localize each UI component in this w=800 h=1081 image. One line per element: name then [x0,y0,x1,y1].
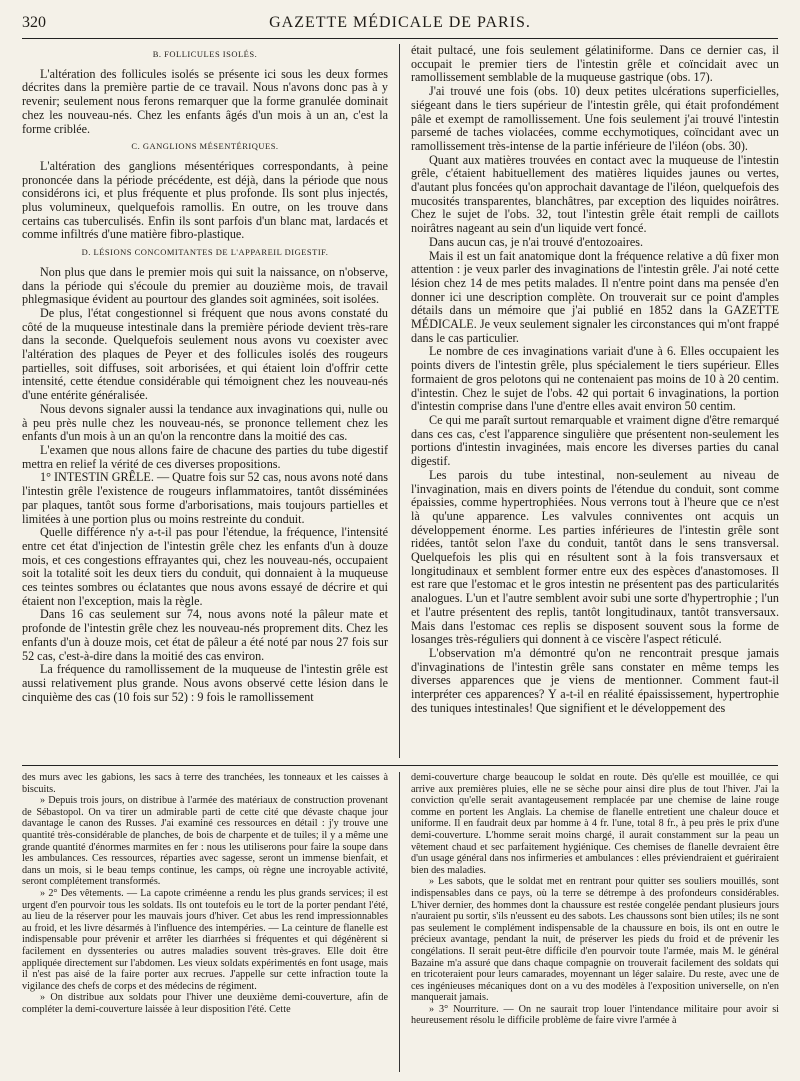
paragraph: était pultacé, une fois seulement gélatiniforme. Dans ce dernier cas, il occupait le premier tiers de l'intestin grêle et coïncidait avec un ramollissement semblable de la muqueuse gastrique (obs. 17). [411,44,779,85]
paragraph: L'altération des ganglions mésentériques correspondants, à peine prononcée dans la période précédente, est déjà, dans la période que nous considérons ici, et plus fréquente et plus profonde. Ils sont plus injectés, plus volumineux, quelquefois ramollis. En outre, on les trouve dans certains cas tuberculisés. Enfin ils sont parfois d'un blanc mat, lardacés et comme infiltrés d'une matière fibro-plastique. [22,158,388,242]
feuilleton-divider [399,772,400,1072]
paragraph: Les parois du tube intestinal, non-seulement au niveau de l'invagination, mais en divers points de l'étendue du conduit, sont comme épaissies, comme hypertrophiées. Nous verrons tout à l'heure que ce n'est là qu'une apparence. Les valvules conniventes ont acquis un développement énorme. Les parties inférieures de l'intestin grêle sont ridées, tantôt selon l'axe du conduit, tantôt dans le sens transversal. Quelquefois les plis qui en résultent sont à la fois transversaux et longitudinaux et semblent former entre eux des espèces d'anastomoses. Il est rare que l'estomac et le gros intestin ne présentent pas des particularités analogues. L'un et l'autre semblent avoir subi une sorte d'hypertrophie ; l'un et l'autre présentent des replis, tantôt longitudinaux, tantôt transversaux. Mais dans l'estomac ces replis se disposent souvent sous la forme de losanges très-réguliers qui donnent à ce viscère l'aspect réticulé. [411,467,779,647]
feuilleton-column-left [22,772,388,1072]
paragraph: Mais il est un fait anatomique dont la fréquence relative a dû fixer mon attention : je veux parler des invaginations de l'intestin grêle. J'ai noté cette lésion chez 14 de mes petits malades. Il n'entre point dans ma pensée d'en donner ici une description complète. On trouverait sur ce point d'amples détails dans un mémoire que j'ai publié en 1852 dans la GAZETTE MÉDICALE. Je veux seulement signaler les circonstances qui m'ont frappé dans le cas particulier. [411,248,779,345]
section-heading: D. LÉSIONS CONCOMITANTES DE L'APPAREIL DIGESTIF. [81,247,329,258]
paragraph: Ce qui me paraît surtout remarquable et vraiment digne d'être remarqué dans ces cas, c'est l'apparence singulière que présentent non-seulement les portions d'intestin invaginées, mais encore les diverses parties du canal digestif. [411,412,779,469]
page-number: 320 [22,14,46,31]
paragraph: demi-couverture charge beaucoup le soldat en route. Dès qu'elle est mouillée, ce qui arrive aux premières pluies, elle ne se sèche pour ainsi dire plus de tout l'hiver. J'ai la conviction qu'elle serait avantageusement remplacée par une chemise de laine rouge comme en portent les Anglais. La chemise de flanelle entretient une chaleur douce et uniforme. Il en faudrait deux par homme à 4 fr. l'une, total 8 fr., à peu près le prix d'une demi-couverture. L'homme serait moins chargé, il aurait constamment sur la peau un vêtement chaud et sec parfaitement hygiénique. Ces chemises de flanelle devraient être d'un usage général dans nos infirmeries et ambulances : elles préviendraient et guériraient bien des maladies. [411,772,779,876]
feuilleton-column-right [411,772,779,1072]
section-heading: B. FOLLICULES ISOLÉS. [152,49,258,59]
paragraph: » 2° Des vêtements. — La capote criméenne a rendu les plus grands services; il est urgent d'en pourvoir tous les soldats. Ils ont toutefois eu le tort de la porter pendant l'été, au lieu de la réserver pour les mauvais jours d'hiver. Cet abus les rend impressionnables au froid, et les livre désarmés à l'influence des intempéries. — La ceinture de flanelle est indispensable pour prévenir et arrêter les diarrhées si fréquentes et qui dégénèrent si facilement en dyssenteries ou autres maladies souvent très-graves. Elle doit être appliquée directement sur l'abdomen. Les vieux soldats expérimentés en font usage, mais il n'est pas aisé de la faire porter aux recrues. J'appelle sur cette infraction toute la vigilance des chefs de corps et des médecins de régiment. [22,887,388,992]
paragraph: Dans 16 cas seulement sur 74, nous avons noté la pâleur mate et profonde de l'intestin grêle chez les nouveau-nés proprement dits. Chez les enfants d'un à douze mois, cet état de pâleur a été noté par nous 27 fois sur 52 cas, c'est-à-dire dans la moitié des cas environ. [22,607,388,663]
page-header [22,14,778,36]
paragraph: La fréquence du ramollissement de la muqueuse de l'intestin grêle est aussi relativement plus grande. Nous avons observé cette lésion dans le cinquième des cas (10 fois sur 52) : 9 fois le ramollissement [22,662,388,704]
paragraph: 1° INTESTIN GRÊLE. — Quatre fois sur 52 cas, nous avons noté dans l'intestin grêle l'existence de rougeurs inflammatoires, tantôt disséminées par plaques, tantôt sous forme d'arborisations, mais toujours partielles et limitées à une portion plus ou moins restreinte du conduit. [22,470,388,526]
feuilleton-rule [22,765,778,766]
section-heading: C. GANGLIONS MÉSENTÉRIQUES. [131,141,279,152]
article-column-right [411,44,779,758]
paragraph: L'altération des follicules isolés se présente ici sous les deux formes décrites dans la première partie de ce travail. Nous n'avons donc pas à y revenir; seulement nous ferons remarquer que la forme granulée dominait chez les nouveau-nés. Chez les enfants âgés d'un mois à un an, c'est la forme criblée. [22,66,388,136]
paragraph: De plus, l'état congestionnel si fréquent que nous avons constaté du côté de la muqueuse intestinale dans la première période devient très-rare dans la seconde. Quelquefois seulement nous avons vu coexister avec l'altération des plaques de Peyer et des follicules isolés des rougeurs partielles, soit diffuses, soit arborisées, et qui étaient loin d'offrir cette intensité, cette étendue considérable qui témoignent chez les nouveau-nés d'une entérite généralisée. [22,305,388,403]
paragraph: Quelle différence n'y a-t-il pas pour l'étendue, la fréquence, l'intensité entre cet état d'injection de l'intestin grêle chez les enfants d'un à douze mois, et ces congestions effrayantes qui, chez les nouveau-nés, occupaient soit la totalité soit les deux tiers du conduit, qui donnaient à la muqueuse ces teintes sombres ou éclatantes que nous avons essayé de décrire et qui étaient non l'exception, mais la règle. [22,525,388,608]
column-divider [399,44,400,758]
paragraph: Dans aucun cas, je n'ai trouvé d'entozoaires. [429,234,644,249]
paragraph: J'ai trouvé une fois (obs. 10) deux petites ulcérations superficielles, siégeant dans le tiers supérieur de l'intestin grêle, qui était profondément pâle et exempt de ramollissement. Une fois seulement j'ai trouvé l'intestin parsemé de taches violacées, comme ecchymotiques, coïncidant avec un ramollissement très-intense de la partie inférieure de l'iléon (obs. 30). [411,84,779,153]
paragraph: » 3° Nourriture. — On ne saurait trop louer l'intendance militaire pour avoir si heureusement résolu le difficile problème de faire vivre l'armée à [411,1003,779,1027]
header-rule [22,38,778,39]
paragraph: » Depuis trois jours, on distribue à l'armée des matériaux de construction provenant de Sébastopol. On va tirer un admirable parti de cette cité que dévaste chaque jour davantage le canon des Russes. J'ai examiné ces ressources en détail : j'y trouve une quantité très-considérable de planches, de bois de charpente et de tuiles; il y a même une grande quantité d'énormes marmites en fer : nous les utiliserons pour faire la soupe dans les ambulances. Ces ressources, réparties avec sagesse, seront un immense bienfait, et dans un mois, si le beau temps continue, les camps, où règne une incroyable activité, seront complétement transformés. [22,795,388,888]
paragraph: Nous devons signaler aussi la tendance aux invaginations qui, nulle ou à peu près nulle chez les nouveau-nés, se prononce tellement chez les enfants d'un mois à un an qu'on la rencontre dans la moitié des cas. [22,401,388,444]
paragraph: des murs avec les gabions, les sacs à terre des tranchées, les tonneaux et les caisses à biscuits. [22,772,388,795]
paragraph: L'observation m'a démontré qu'on ne rencontrait presque jamais d'invaginations de l'intestin grêle sans constater en même temps les diverses apparences que je viens de mentionner. Comment faut-il interpréter ces apparences? Y a-t-il en réalité épaississement, hypertrophie des tuniques intestinales! Que signifient et le développement des [411,645,779,715]
article-column-left [22,44,388,758]
paragraph: Le nombre de ces invaginations variait d'une à 6. Elles occupaient les points divers de l'intestin grêle, plus spécialement le tiers supérieur. Elles formaient de gros pelotons qui ne contenaient pas moins de 10 à 20 centim. d'intestin. Chez le sujet de l'obs. 42 qui portait 6 invaginations, la portion d'intestin comprise dans l'une d'entre elles avait environ 50 centim. [411,344,779,414]
paragraph: » On distribue aux soldats pour l'hiver une deuxième demi-couverture, afin de compléter la demi-couverture laissée à leur disposition l'été. Cette [22,992,388,1015]
paragraph: L'examen que nous allons faire de chacune des parties du tube digestif mettra en relief la vérité de ces diverses propositions. [22,442,388,471]
paragraph: Quant aux matières trouvées en contact avec la muqueuse de l'intestin grêle, c'étaient habituellement des matières liquides jaunes ou vertes, d'autant plus foncées qu'on approchait davantage de l'iléon, quelquefois des mucosités transparentes, blanchâtres, par exception des liquides noirâtres. Chez le sujet de l'obs. 32, tout l'intestin grêle était rempli de caillots noirâtres nageant au sein d'un liquide vert foncé. [411,152,779,236]
paragraph: Non plus que dans le premier mois qui suit la naissance, on n'observe, dans la période qui s'écoule du premier au douzième mois, de travail phlegmasique évident au pourtour des glandes soit agminées, soit isolées. [22,264,388,307]
paragraph: » Les sabots, que le soldat met en rentrant pour quitter ses souliers mouillés, sont indispensables dans ce pays, où la terre se détrempe à des profondeurs considérables. L'hiver dernier, des hommes dont la chaussure est restée congelée pendant plusieurs jours n'auraient pu sortir, s'ils n'eussent eu des sabots. Les chaussons sont bien utiles; ils ne sont pas seulement le complément indispensable de la chaussure en bois, ils ont en outre le précieux avantage, pendant la nuit, de préserver les pieds du froid et de prévenir les congélations. Il serait peut-être difficile d'en pourvoir toute l'armée, mais M. le général Bazaine m'a assuré que dans chaque compagnie on trouverait facilement des soldats qui en tricoteraient pour leurs camarades, moyennant un léger salaire. Du reste, avec une de ces ingénieuses mécaniques dont on a vu des modèles à l'exposition universelle, on n'en manquerait jamais. [411,876,779,1004]
journal-title: GAZETTE MÉDICALE DE PARIS. [269,14,531,31]
